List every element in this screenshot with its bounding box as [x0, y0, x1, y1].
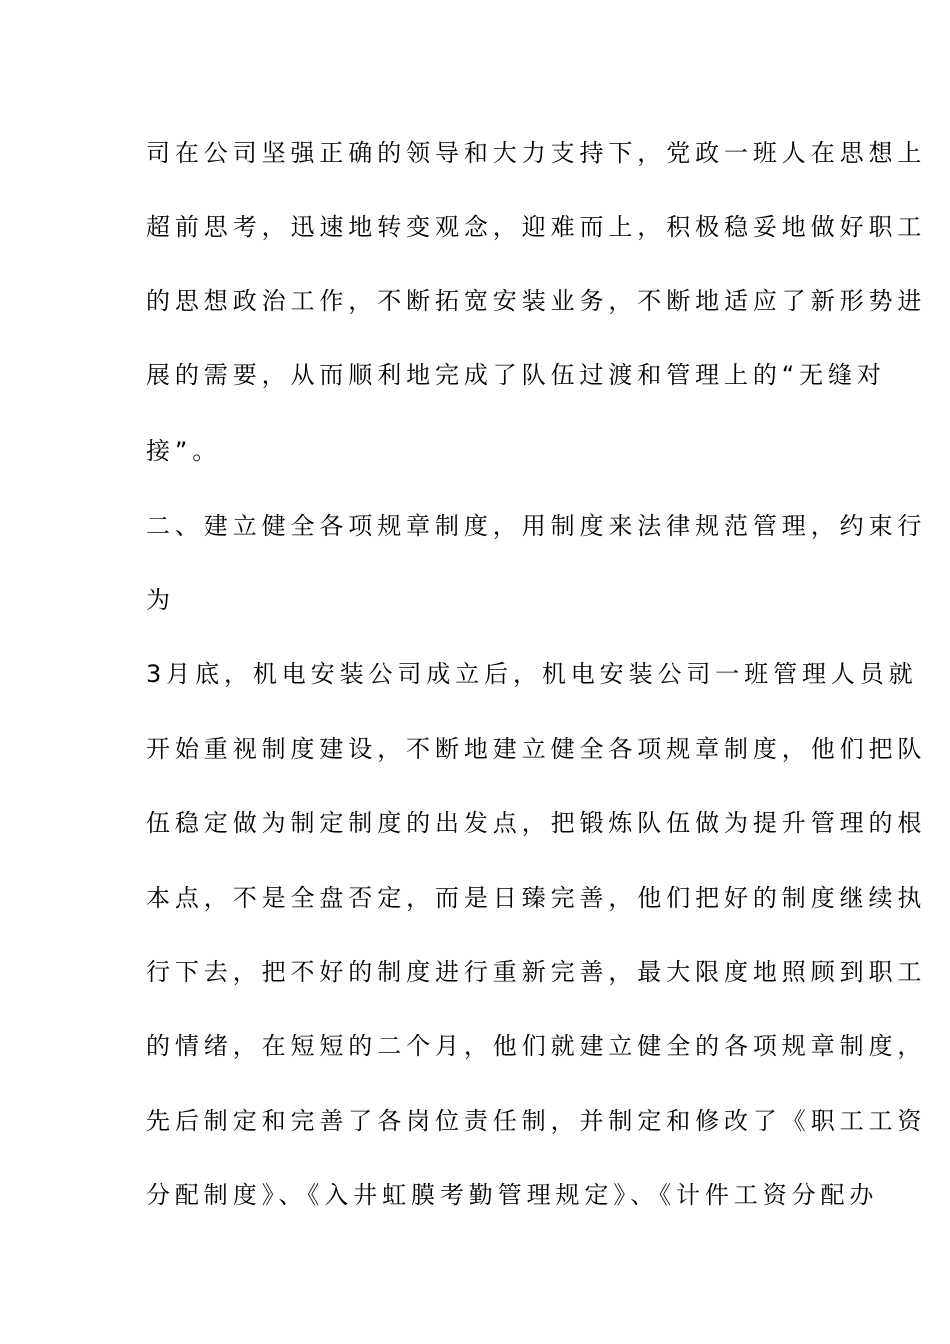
text-line: 接”。: [146, 437, 222, 465]
text-line: 开始重视制度建设，不断地建立健全各项规章制度，他们把队: [146, 735, 927, 763]
text-line: 行下去，把不好的制度进行重新完善，最大限度地照顾到职工: [146, 958, 927, 986]
text-line: 展的需要，从而顺利地完成了队伍过渡和管理上的“无缝对: [146, 361, 886, 389]
text-line: 本点，不是全盘否定，而是日臻完善，他们把好的制度继续执: [146, 884, 927, 912]
text-line: 超前思考，迅速地转变观念，迎难而上，积极稳妥地做好职工: [146, 213, 927, 241]
text-line: 的思想政治工作，不断拓宽安装业务，不断地适应了新形势进: [146, 287, 927, 315]
text-line: 伍稳定做为制定制度的出发点，把锻炼队伍做为提升管理的根: [146, 809, 927, 837]
section-heading: 二、建立健全各项规章制度，用制度来法律规范管理，约束行: [146, 512, 927, 540]
text-line: 的情绪，在短短的二个月，他们就建立健全的各项规章制度，: [146, 1032, 927, 1060]
text-line: 3月底，机电安装公司成立后，机电安装公司一班管理人员就: [146, 660, 918, 688]
text-line: 分配制度》、《入井虹膜考勤管理规定》、《计件工资分配办: [146, 1181, 879, 1209]
text-line: 先后制定和完善了各岗位责任制，并制定和修改了《职工工资: [146, 1107, 927, 1135]
text-line: 司在公司坚强正确的领导和大力支持下，党政一班人在思想上: [146, 139, 927, 167]
section-heading-continued: 为: [146, 586, 175, 614]
